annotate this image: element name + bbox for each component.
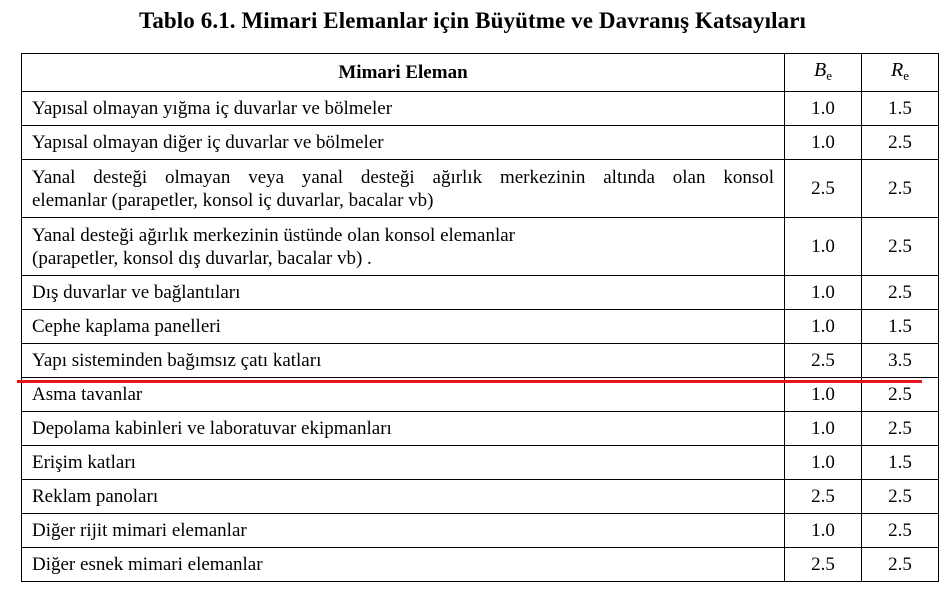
re-cell: 2.5 xyxy=(862,218,939,276)
element-cell: Diğer rijit mimari elemanlar xyxy=(22,514,785,548)
be-cell: 1.0 xyxy=(785,276,862,310)
table-row xyxy=(22,126,939,160)
element-cell: Reklam panoları xyxy=(22,480,785,514)
element-line-2: (parapetler, konsol dış duvarlar, bacalar vb) . xyxy=(32,247,372,269)
re-cell: 3.5 xyxy=(862,344,939,378)
be-cell: 1.0 xyxy=(785,310,862,344)
be-cell: 1.0 xyxy=(785,378,862,412)
re-cell: 2.5 xyxy=(862,276,939,310)
be-cell: 2.5 xyxy=(785,344,862,378)
element-cell: Erişim katları xyxy=(22,446,785,480)
element-cell: Cephe kaplama panelleri xyxy=(22,310,785,344)
re-cell: 1.5 xyxy=(862,92,939,126)
be-cell: 2.5 xyxy=(785,548,862,582)
element-cell: Yapı sisteminden bağımsız çatı katları xyxy=(22,344,785,378)
re-cell: 1.5 xyxy=(862,446,939,480)
table-row xyxy=(22,218,939,276)
table-row xyxy=(22,160,939,218)
re-cell: 2.5 xyxy=(862,126,939,160)
re-cell: 2.5 xyxy=(862,480,939,514)
element-cell xyxy=(22,218,785,276)
table-row xyxy=(22,480,939,514)
table-row xyxy=(22,446,939,480)
table-title: Tablo 6.1. Mimari Elemanlar için Büyütme ve Davranış Katsayıları xyxy=(138,8,806,33)
coefficients-table xyxy=(21,53,939,582)
element-cell xyxy=(22,160,785,218)
be-cell: 1.0 xyxy=(785,218,862,276)
table-row xyxy=(22,276,939,310)
header-re: $R_e$ xyxy=(862,54,939,92)
be-cell: 2.5 xyxy=(785,160,862,218)
table-row-highlighted xyxy=(22,344,939,378)
re-cell: 2.5 xyxy=(862,378,939,412)
be-cell: 1.0 xyxy=(785,412,862,446)
be-cell: 1.0 xyxy=(785,446,862,480)
header-element: Mimari Eleman xyxy=(22,54,785,92)
header-be: $B_e$ xyxy=(785,54,862,92)
table-header-row xyxy=(22,54,939,92)
element-cell: Depolama kabinleri ve laboratuvar ekipmanları xyxy=(22,412,785,446)
re-cell: 2.5 xyxy=(862,548,939,582)
table-row xyxy=(22,548,939,582)
element-line-1: Yanal desteği olmayan veya yanal desteği ağırlık merkezinin altında olan konsol xyxy=(32,166,774,188)
table-row xyxy=(22,92,939,126)
be-cell: 1.0 xyxy=(785,126,862,160)
element-cell: Dış duvarlar ve bağlantıları xyxy=(22,276,785,310)
be-cell: 2.5 xyxy=(785,480,862,514)
element-line-1: Yanal desteği ağırlık merkezinin üstünde olan konsol elemanlar xyxy=(32,224,515,246)
element-cell: Yapısal olmayan yığma iç duvarlar ve bölmeler xyxy=(22,92,785,126)
highlight-underline xyxy=(17,380,922,383)
table-row xyxy=(22,514,939,548)
element-cell: Diğer esnek mimari elemanlar xyxy=(22,548,785,582)
table-row xyxy=(22,310,939,344)
element-cell: Asma tavanlar xyxy=(22,378,785,412)
re-cell: 2.5 xyxy=(862,514,939,548)
re-cell: 2.5 xyxy=(862,160,939,218)
be-cell: 1.0 xyxy=(785,92,862,126)
be-cell: 1.0 xyxy=(785,514,862,548)
element-line-2: elemanlar (parapetler, konsol iç duvarlar, bacalar vb) xyxy=(32,189,434,211)
element-cell: Yapısal olmayan diğer iç duvarlar ve bölmeler xyxy=(22,126,785,160)
re-cell: 1.5 xyxy=(862,310,939,344)
re-cell: 2.5 xyxy=(862,412,939,446)
table-row xyxy=(22,412,939,446)
